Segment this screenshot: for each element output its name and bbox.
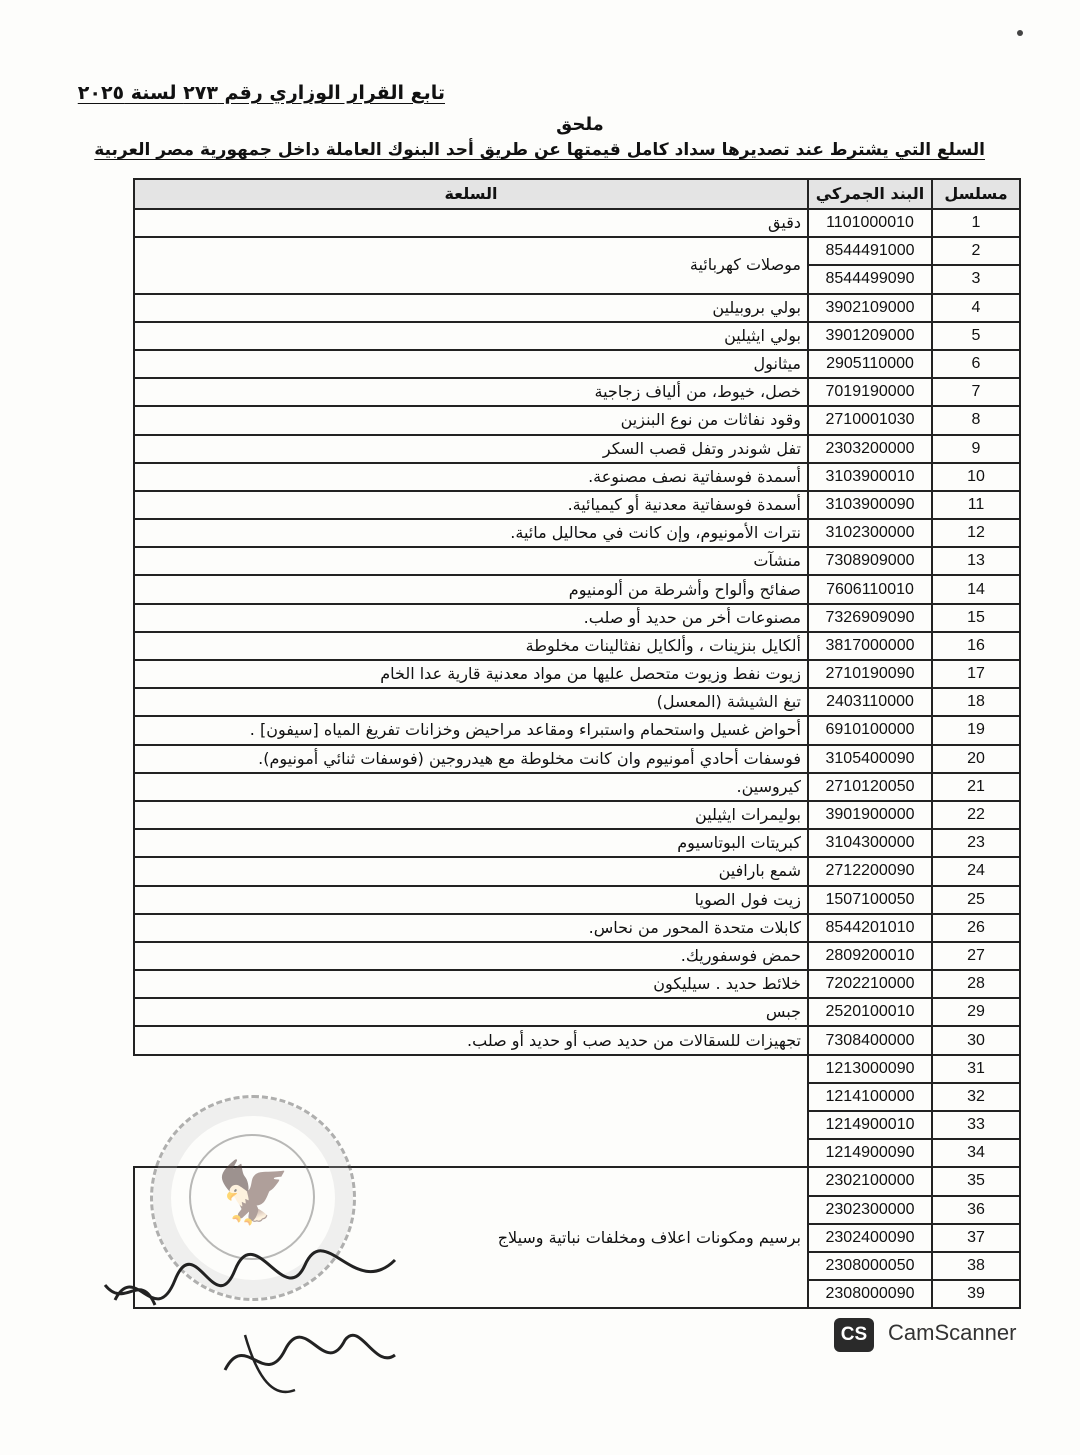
- goods-item-cell: منشآت: [134, 547, 808, 575]
- table-row: [134, 294, 1020, 322]
- goods-item-cell: فوسفات أحادي أمونيوم وان كانت مخلوطة مع هيدروجين (فوسفات ثنائي أمونيوم).: [134, 745, 808, 773]
- table-row: [134, 435, 1020, 463]
- table-row: [134, 406, 1020, 434]
- goods-item-cell: صفائح وألواح وأشرطة من ألومنيوم: [134, 575, 808, 603]
- customs-code-cell: 6910100000: [808, 716, 932, 744]
- goods-item-cell: زيوت نفط وزيوت متحصل عليها من مواد معدنية قارية عدا الخام: [134, 660, 808, 688]
- customs-code-cell: 7326909090: [808, 604, 932, 632]
- customs-code-cell: 2308000090: [808, 1280, 932, 1308]
- handwritten-signature: [95, 1240, 425, 1410]
- eagle-emblem-icon: 🦅: [216, 1158, 291, 1228]
- goods-item-cell: ميثانول: [134, 350, 808, 378]
- customs-code-cell: 3104300000: [808, 829, 932, 857]
- table-row: [134, 829, 1020, 857]
- customs-code-cell: 7019190000: [808, 378, 932, 406]
- serial-cell: 3: [932, 265, 1020, 293]
- serial-cell: 23: [932, 829, 1020, 857]
- table-row: [134, 519, 1020, 547]
- customs-code-cell: 3103900090: [808, 491, 932, 519]
- customs-code-cell: 8544201010: [808, 914, 932, 942]
- serial-cell: 1: [932, 209, 1020, 237]
- serial-cell: 35: [932, 1167, 1020, 1195]
- customs-code-cell: 7202210000: [808, 970, 932, 998]
- goods-item-cell: بوليمرات ايثيلين: [134, 801, 808, 829]
- table-row: [134, 914, 1020, 942]
- customs-code-cell: 3817000000: [808, 632, 932, 660]
- scan-speck: [1017, 30, 1023, 36]
- camscanner-text: CamScanner: [888, 1320, 1017, 1345]
- table-row: [134, 801, 1020, 829]
- table-row: [134, 491, 1020, 519]
- serial-cell: 20: [932, 745, 1020, 773]
- serial-cell: 4: [932, 294, 1020, 322]
- table-row: [134, 322, 1020, 350]
- goods-item-cell: دقيق: [134, 209, 808, 237]
- table-row: [134, 886, 1020, 914]
- serial-cell: 19: [932, 716, 1020, 744]
- serial-cell: 28: [932, 970, 1020, 998]
- customs-code-cell: 1101000010: [808, 209, 932, 237]
- goods-item-cell: أسمدة فوسفاتية معدنية أو كيميائية.: [134, 491, 808, 519]
- customs-code-cell: 3901209000: [808, 322, 932, 350]
- goods-item-cell: وقود نفاثات من نوع البنزين: [134, 406, 808, 434]
- serial-cell: 36: [932, 1196, 1020, 1224]
- table-row: [134, 575, 1020, 603]
- customs-code-cell: 2710001030: [808, 406, 932, 434]
- goods-item-cell: مصنوعات أخر من حديد أو صلب.: [134, 604, 808, 632]
- table-row: [134, 237, 1020, 265]
- customs-code-cell: 3103900010: [808, 463, 932, 491]
- customs-code-cell: 1214900090: [808, 1139, 932, 1167]
- table-row: [134, 660, 1020, 688]
- customs-code-cell: 1214900010: [808, 1111, 932, 1139]
- table-row: [134, 1055, 1020, 1083]
- serial-cell: 24: [932, 857, 1020, 885]
- customs-code-cell: 2712200090: [808, 857, 932, 885]
- goods-item-cell: كيروسين.: [134, 773, 808, 801]
- customs-code-cell: 7606110010: [808, 575, 932, 603]
- serial-cell: 11: [932, 491, 1020, 519]
- table-row: [134, 745, 1020, 773]
- serial-cell: 5: [932, 322, 1020, 350]
- customs-code-cell: 7308909000: [808, 547, 932, 575]
- serial-cell: 7: [932, 378, 1020, 406]
- table-row: [134, 716, 1020, 744]
- table-row: [134, 1026, 1020, 1054]
- customs-code-cell: 2302100000: [808, 1167, 932, 1195]
- customs-code-cell: 2520100010: [808, 998, 932, 1026]
- goods-item-cell: شمع بارافين: [134, 857, 808, 885]
- table-row: [134, 547, 1020, 575]
- serial-cell: 8: [932, 406, 1020, 434]
- goods-item-cell: أسمدة فوسفاتية نصف مصنوعة.: [134, 463, 808, 491]
- customs-code-cell: 2308000050: [808, 1252, 932, 1280]
- table-row: [134, 378, 1020, 406]
- goods-item-cell: أحواض غسيل واستحمام واستبراء ومقاعد مراحيض وخزانات تفريغ المياه [سيفون] .: [134, 716, 808, 744]
- table-row: [134, 942, 1020, 970]
- header-code: البند الجمركي: [808, 179, 932, 209]
- serial-cell: 39: [932, 1280, 1020, 1308]
- serial-cell: 33: [932, 1111, 1020, 1139]
- customs-code-cell: 1213000090: [808, 1055, 932, 1083]
- table-row: [134, 773, 1020, 801]
- goods-item-cell: برسيم ومكونات اعلاف ومخلفات نباتية وسيلاج: [134, 1167, 808, 1308]
- customs-code-cell: 2303200000: [808, 435, 932, 463]
- serial-cell: 30: [932, 1026, 1020, 1054]
- goods-item-cell: ألكايل بنزينات ، وألكايل نفثالينات مخلوطة: [134, 632, 808, 660]
- serial-cell: 21: [932, 773, 1020, 801]
- table-row: [134, 998, 1020, 1026]
- table-header-row: [134, 179, 1020, 209]
- serial-cell: 18: [932, 688, 1020, 716]
- serial-cell: 13: [932, 547, 1020, 575]
- serial-cell: 34: [932, 1139, 1020, 1167]
- table-row: [134, 209, 1020, 237]
- goods-item-cell: بولي ايثيلين: [134, 322, 808, 350]
- annex-label: ملحق: [556, 114, 604, 135]
- serial-cell: 29: [932, 998, 1020, 1026]
- customs-code-cell: 2302300000: [808, 1196, 932, 1224]
- goods-item-cell: زيت فول الصويا: [134, 886, 808, 914]
- goods-item-cell: تبغ الشيشة (المعسل): [134, 688, 808, 716]
- goods-item-cell: موصلات كهربائية: [134, 237, 808, 293]
- camscanner-logo-icon: CS: [834, 1318, 874, 1352]
- table-row: [134, 604, 1020, 632]
- customs-code-cell: 3901900000: [808, 801, 932, 829]
- serial-cell: 26: [932, 914, 1020, 942]
- customs-code-cell: 2403110000: [808, 688, 932, 716]
- customs-code-cell: 3902109000: [808, 294, 932, 322]
- serial-cell: 38: [932, 1252, 1020, 1280]
- header-item: السلعة: [134, 179, 808, 209]
- goods-item-cell: تجهيزات للسقالات من حديد صب أو حديد أو صلب.: [134, 1026, 808, 1054]
- customs-code-cell: 2905110000: [808, 350, 932, 378]
- serial-cell: 2: [932, 237, 1020, 265]
- goods-item-cell: حمض فوسفوريك.: [134, 942, 808, 970]
- table-row: [134, 632, 1020, 660]
- goods-item-cell: [134, 1055, 808, 1083]
- serial-cell: 31: [932, 1055, 1020, 1083]
- table-row: [134, 970, 1020, 998]
- customs-code-cell: 3105400090: [808, 745, 932, 773]
- goods-item-cell: خصل، خيوط، من ألياف زجاجية: [134, 378, 808, 406]
- serial-cell: 25: [932, 886, 1020, 914]
- serial-cell: 15: [932, 604, 1020, 632]
- table-row: [134, 857, 1020, 885]
- customs-code-cell: 7308400000: [808, 1026, 932, 1054]
- serial-cell: 14: [932, 575, 1020, 603]
- customs-code-cell: 1507100050: [808, 886, 932, 914]
- annex-subtitle: السلع التي يشترط عند تصديرها سداد كامل قيمتها عن طريق أحد البنوك العاملة داخل جمهورية مصر العربية: [94, 140, 985, 160]
- serial-cell: 17: [932, 660, 1020, 688]
- customs-code-cell: 2710120050: [808, 773, 932, 801]
- customs-code-cell: 8544499090: [808, 265, 932, 293]
- customs-code-cell: 3102300000: [808, 519, 932, 547]
- serial-cell: 9: [932, 435, 1020, 463]
- customs-code-cell: 1214100000: [808, 1083, 932, 1111]
- serial-cell: 10: [932, 463, 1020, 491]
- customs-code-cell: 8544491000: [808, 237, 932, 265]
- goods-item-cell: كابلات متحدة المحور من نحاس.: [134, 914, 808, 942]
- customs-code-cell: 2710190090: [808, 660, 932, 688]
- header-serial: مسلسل: [932, 179, 1020, 209]
- goods-item-cell: بولي بروبيلين: [134, 294, 808, 322]
- serial-cell: 27: [932, 942, 1020, 970]
- serial-cell: 12: [932, 519, 1020, 547]
- table-row: [134, 350, 1020, 378]
- serial-cell: 32: [932, 1083, 1020, 1111]
- goods-item-cell: نترات الأمونيوم، وإن كانت في محاليل مائية.: [134, 519, 808, 547]
- serial-cell: 6: [932, 350, 1020, 378]
- goods-item-cell: تفل شوندر وتفل قصب السكر: [134, 435, 808, 463]
- serial-cell: 16: [932, 632, 1020, 660]
- decree-title: تابع القرار الوزاري رقم ٢٧٣ لسنة ٢٠٢٥: [77, 82, 445, 104]
- goods-item-cell: جبس: [134, 998, 808, 1026]
- goods-item-cell: خلائط حديد . سيليكون: [134, 970, 808, 998]
- customs-code-cell: 2809200010: [808, 942, 932, 970]
- serial-cell: 22: [932, 801, 1020, 829]
- goods-item-cell: كبريتات البوتاسيوم: [134, 829, 808, 857]
- serial-cell: 37: [932, 1224, 1020, 1252]
- customs-code-cell: 2302400090: [808, 1224, 932, 1252]
- table-row: [134, 463, 1020, 491]
- table-row: [134, 688, 1020, 716]
